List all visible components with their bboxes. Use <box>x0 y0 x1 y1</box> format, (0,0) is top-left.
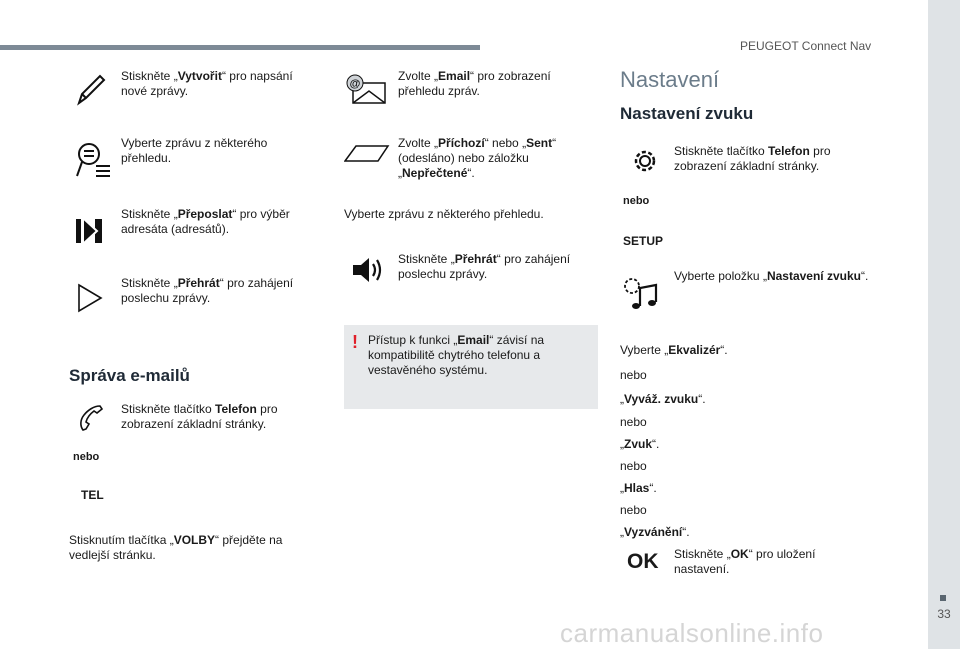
section-title: Nastavení <box>620 67 720 92</box>
email-step: Zvolte „Email“ pro zobrazení přehledu zpráv. <box>398 69 551 98</box>
play-icon <box>77 283 103 313</box>
save-step: Stiskněte „OK“ pro uložení nastavení. <box>674 547 816 576</box>
phone-button-step: Stiskněte tlačítko Telefon pro zobrazení základní stránky. <box>674 144 831 173</box>
equalizer-option: Vyberte „Ekvalizér“. <box>620 343 728 357</box>
or-label: nebo <box>73 451 100 463</box>
voice-option: „Hlas“. <box>620 481 657 495</box>
or-label: nebo <box>620 459 647 473</box>
watermark: carmanualsonline.info <box>560 618 824 648</box>
note-text: Přístup k funkci „Email“ závisí na kompatibilitě chytrého telefonu a vestavěného systému. <box>368 333 545 377</box>
svg-text:@: @ <box>349 78 361 90</box>
speaker-icon <box>351 255 385 285</box>
side-strip <box>928 0 960 649</box>
forward-step: Stiskněte „Přeposlat“ pro výběr adresáta (adresátů). <box>121 207 290 236</box>
tel-button-label: TEL <box>81 488 104 502</box>
inbox-step: Zvolte „Příchozí“ nebo „Sent“ (odesláno) nebo záložku „Nepřečtené“. <box>398 136 557 180</box>
top-rule <box>0 45 480 50</box>
email-icon <box>345 73 387 105</box>
setup-button-label: SETUP <box>623 234 664 248</box>
gear-icon <box>630 146 660 176</box>
play-step: Stiskněte „Přehrát“ pro zahájení poslechu zprávy. <box>121 276 294 305</box>
forward-icon <box>75 216 105 246</box>
or-label: nebo <box>620 368 647 382</box>
balance-option: „Vyváž. zvuku“. <box>620 392 706 406</box>
page-number: 33 <box>937 607 951 621</box>
page-marker <box>940 595 946 601</box>
phone-step: Stiskněte tlačítko Telefon pro zobrazení základní stránky. <box>121 402 278 431</box>
sound-settings-heading: Nastavení zvuku <box>620 104 754 123</box>
email-management-heading: Správa e-mailů <box>69 366 190 385</box>
sound-settings-icon <box>622 276 662 312</box>
create-step: Stiskněte „Vytvořit“ pro napsání nové zprávy. <box>121 69 293 98</box>
folder-tab-icon <box>344 144 390 162</box>
or-label: nebo <box>620 415 647 429</box>
ringtone-option: „Vyzvánění“. <box>620 525 690 539</box>
ok-button-label: OK <box>627 550 659 573</box>
or-label: nebo <box>623 195 650 207</box>
select-message-step: Vyberte zprávu z některého přehledu. <box>121 136 268 165</box>
sound-settings-step: Vyberte položku „Nastavení zvuku“. <box>674 269 869 283</box>
warning-icon: ! <box>352 332 358 352</box>
sound-option: „Zvuk“. <box>620 437 660 451</box>
select-message-text: Vyberte zprávu z některého přehledu. <box>344 207 544 221</box>
message-list-icon <box>74 140 112 178</box>
play-message-step: Stiskněte „Přehrát“ pro zahájení poslechu zprávy. <box>398 252 571 281</box>
phone-icon <box>78 404 104 432</box>
pencil-icon <box>76 72 106 106</box>
options-step: Stisknutím tlačítka „VOLBY“ přejděte na vedlejší stránku. <box>69 533 283 562</box>
running-header: PEUGEOT Connect Nav <box>740 39 872 53</box>
or-label: nebo <box>620 503 647 517</box>
